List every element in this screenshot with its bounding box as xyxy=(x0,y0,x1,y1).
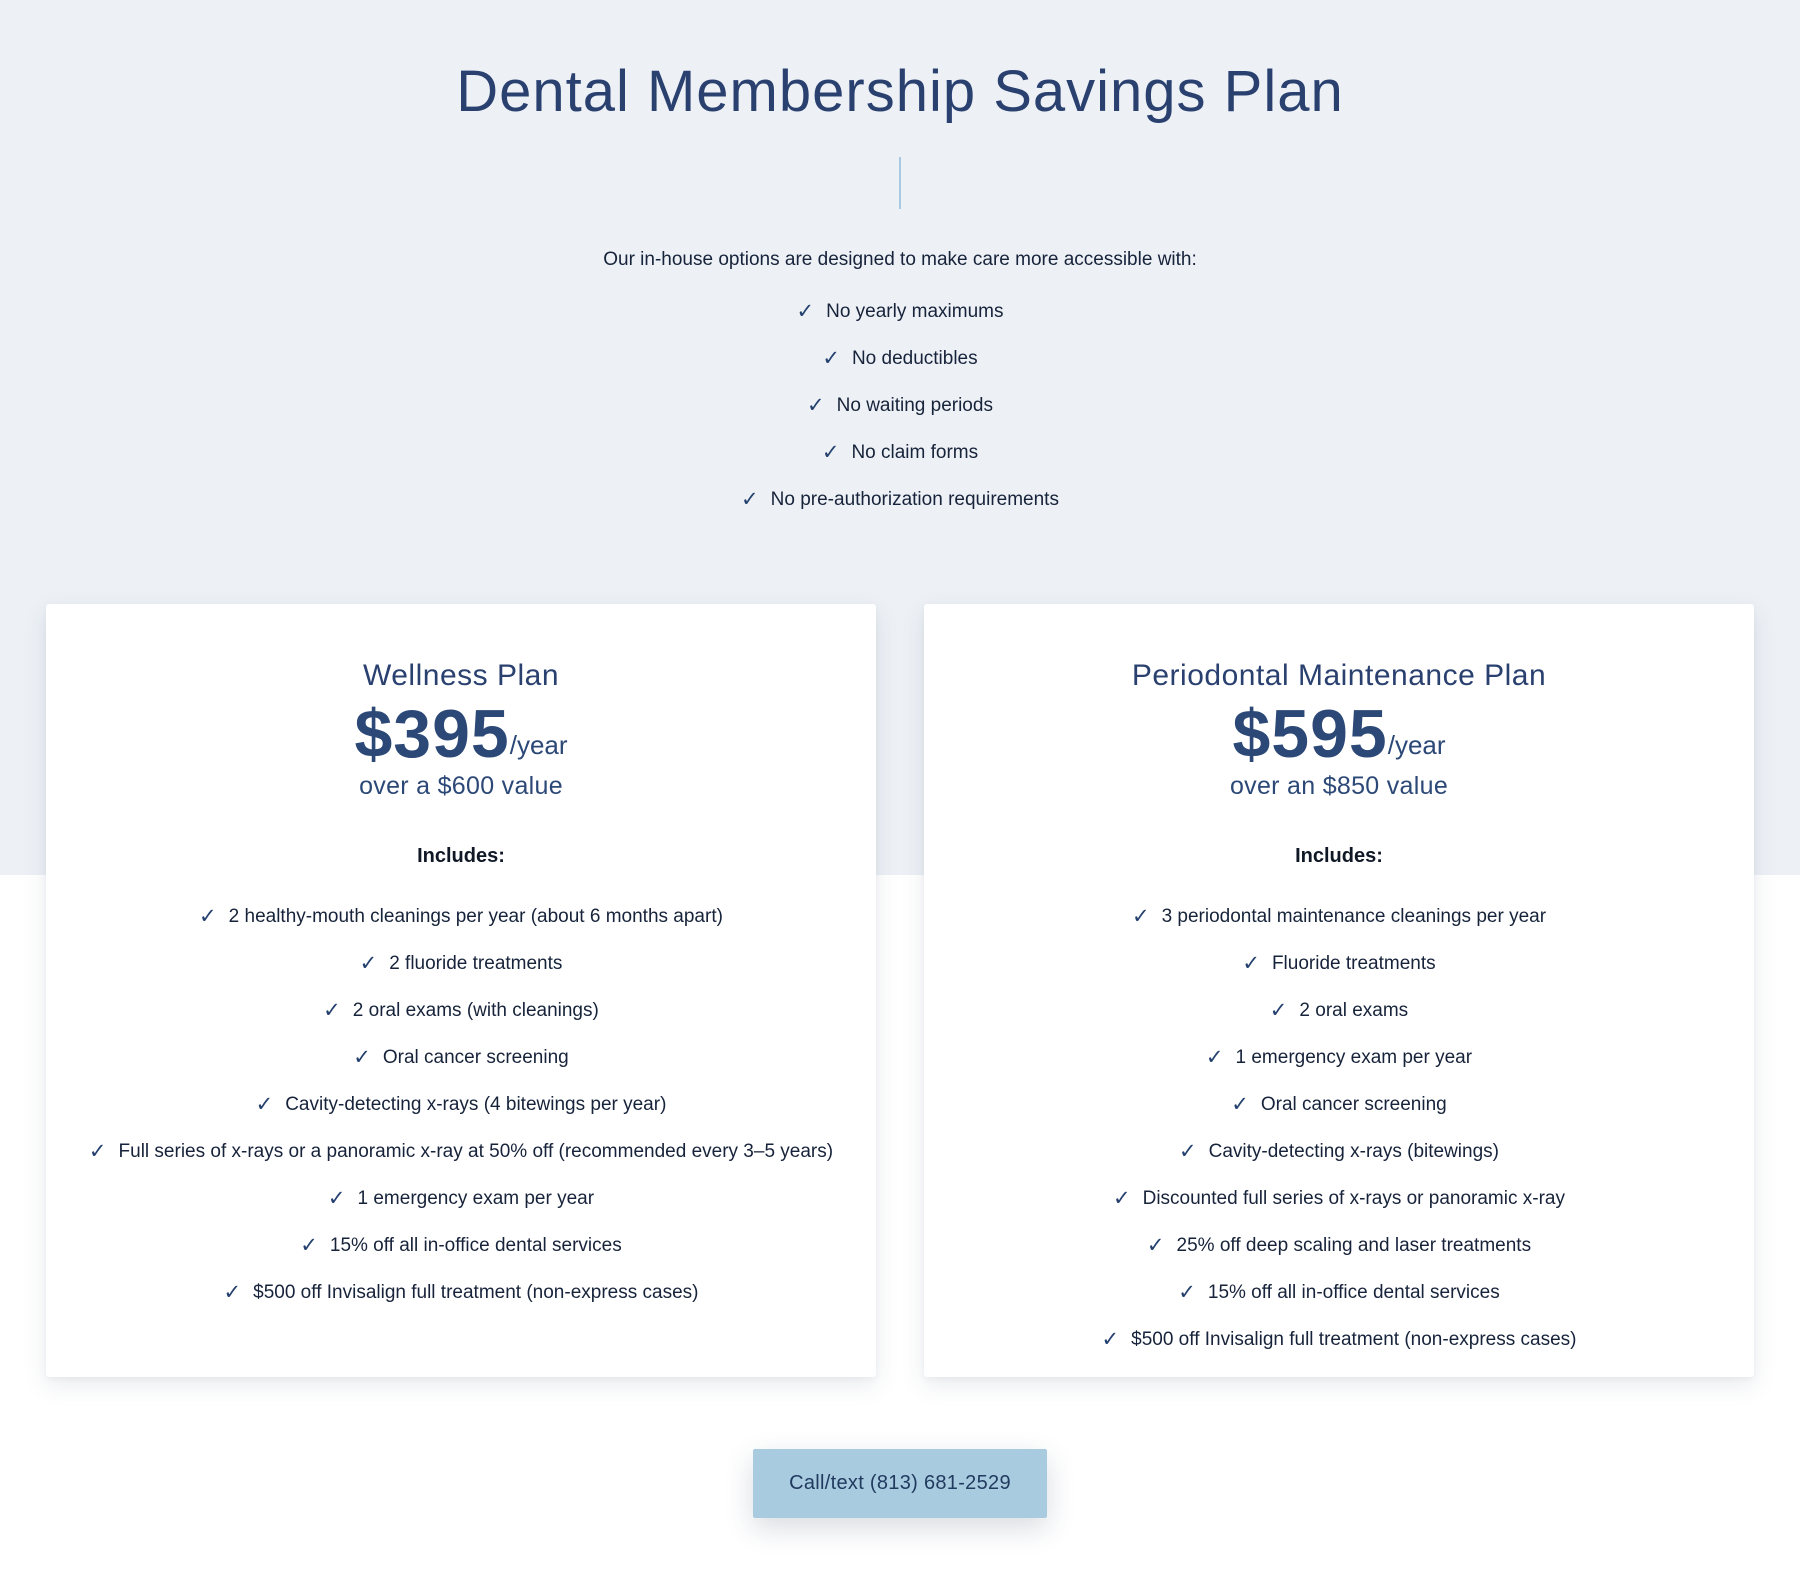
benefit-label: No waiting periods xyxy=(836,395,993,416)
call-text-button[interactable]: Call/text (813) 681-2529 xyxy=(753,1449,1047,1518)
feature-item xyxy=(46,1141,876,1163)
benefit-label: No yearly maximums xyxy=(826,301,1004,322)
feature-label: $500 off Invisalign full treatment (non-express cases) xyxy=(253,1282,699,1304)
feature-label: Cavity-detecting x-rays (4 bitewings per year) xyxy=(285,1094,667,1116)
feature-item xyxy=(924,1047,1754,1069)
plan-card-wellness xyxy=(46,604,876,1377)
check-icon: ✓ xyxy=(1269,998,1288,1022)
feature-label: 2 healthy-mouth cleanings per year (about 6 months apart) xyxy=(228,906,723,928)
feature-item xyxy=(924,1094,1754,1116)
feature-label: 15% off all in-office dental services xyxy=(1207,1282,1500,1304)
check-icon: ✓ xyxy=(327,1186,346,1210)
feature-item xyxy=(924,1282,1754,1304)
plan-period: /year xyxy=(509,730,568,761)
plan-name: Wellness Plan xyxy=(362,659,560,692)
feature-label: Fluoride treatments xyxy=(1271,953,1436,975)
feature-label: 2 oral exams (with cleanings) xyxy=(352,1000,599,1022)
intro-text: Our in-house options are designed to make care more accessible with: xyxy=(603,249,1197,270)
includes-label: Includes: xyxy=(417,845,505,868)
feature-label: Cavity-detecting x-rays (bitewings) xyxy=(1208,1141,1499,1163)
feature-label: 15% off all in-office dental services xyxy=(329,1235,622,1257)
benefit-item xyxy=(741,301,1059,323)
plan-period: /year xyxy=(1387,730,1446,761)
plan-name: Periodontal Maintenance Plan xyxy=(1131,659,1547,692)
feature-item xyxy=(46,1282,876,1304)
feature-label: Discounted full series of x-rays or panoramic x-ray xyxy=(1142,1188,1565,1210)
check-icon: ✓ xyxy=(353,1045,371,1069)
feature-item xyxy=(46,1235,876,1257)
benefits-list xyxy=(741,301,1059,536)
check-icon: ✓ xyxy=(821,440,840,464)
feature-item xyxy=(46,906,876,928)
feature-label: Full series of x-rays or a panoramic x-ray at 50% off (recommended every 3–5 years) xyxy=(118,1141,834,1163)
check-icon: ✓ xyxy=(796,299,815,323)
plan-value-note: over a $600 value xyxy=(359,772,563,801)
benefit-label: No pre-authorization requirements xyxy=(770,489,1059,510)
check-icon: ✓ xyxy=(1242,951,1260,975)
page-title: Dental Membership Savings Plan xyxy=(456,59,1344,124)
plan-card-periodontal xyxy=(924,604,1754,1377)
plan-price-row xyxy=(1232,696,1446,772)
feature-item xyxy=(46,1188,876,1210)
feature-label: Oral cancer screening xyxy=(1260,1094,1447,1116)
benefit-item xyxy=(741,348,1059,370)
check-icon: ✓ xyxy=(88,1139,107,1163)
feature-label: 2 fluoride treatments xyxy=(389,953,563,975)
plan-features-list xyxy=(924,906,1754,1376)
check-icon: ✓ xyxy=(1131,904,1150,928)
feature-label: 2 oral exams xyxy=(1299,1000,1409,1022)
plan-price-row xyxy=(354,696,568,772)
benefit-label: No deductibles xyxy=(851,348,978,369)
check-icon: ✓ xyxy=(1178,1280,1196,1304)
feature-item xyxy=(924,953,1754,975)
plan-price: $395 xyxy=(354,696,510,772)
check-icon: ✓ xyxy=(300,1233,318,1257)
feature-label: 3 periodontal maintenance cleanings per year xyxy=(1161,906,1547,928)
feature-label: $500 off Invisalign full treatment (non-express cases) xyxy=(1131,1329,1577,1351)
benefit-item xyxy=(741,442,1059,464)
check-icon: ✓ xyxy=(199,904,217,928)
check-icon: ✓ xyxy=(1101,1327,1120,1351)
plan-price: $595 xyxy=(1232,696,1388,772)
check-icon: ✓ xyxy=(1113,1186,1131,1210)
feature-item xyxy=(46,1047,876,1069)
feature-label: 25% off deep scaling and laser treatments xyxy=(1176,1235,1532,1257)
check-icon: ✓ xyxy=(255,1092,274,1116)
feature-item xyxy=(46,953,876,975)
feature-label: 1 emergency exam per year xyxy=(357,1188,595,1210)
check-icon: ✓ xyxy=(1146,1233,1165,1257)
check-icon: ✓ xyxy=(1205,1045,1224,1069)
benefit-label: No claim forms xyxy=(851,442,979,463)
plan-value-note: over an $850 value xyxy=(1229,772,1449,801)
vertical-divider xyxy=(899,157,901,209)
benefit-item xyxy=(741,395,1059,417)
plan-cards-row xyxy=(46,604,1754,1377)
feature-item xyxy=(46,1000,876,1022)
feature-item xyxy=(924,1000,1754,1022)
check-icon: ✓ xyxy=(741,487,759,511)
feature-item xyxy=(924,1188,1754,1210)
feature-item xyxy=(924,1141,1754,1163)
feature-item xyxy=(924,906,1754,928)
feature-label: 1 emergency exam per year xyxy=(1235,1047,1473,1069)
check-icon: ✓ xyxy=(1179,1139,1197,1163)
check-icon: ✓ xyxy=(323,998,341,1022)
check-icon: ✓ xyxy=(807,393,825,417)
plan-features-list xyxy=(46,906,876,1329)
feature-item xyxy=(924,1235,1754,1257)
feature-item xyxy=(924,1329,1754,1351)
benefit-item xyxy=(741,489,1059,511)
check-icon: ✓ xyxy=(1231,1092,1249,1116)
check-icon: ✓ xyxy=(822,346,840,370)
feature-label: Oral cancer screening xyxy=(382,1047,569,1069)
includes-label: Includes: xyxy=(1295,845,1383,868)
check-icon: ✓ xyxy=(223,1280,242,1304)
check-icon: ✓ xyxy=(359,951,378,975)
feature-item xyxy=(46,1094,876,1116)
